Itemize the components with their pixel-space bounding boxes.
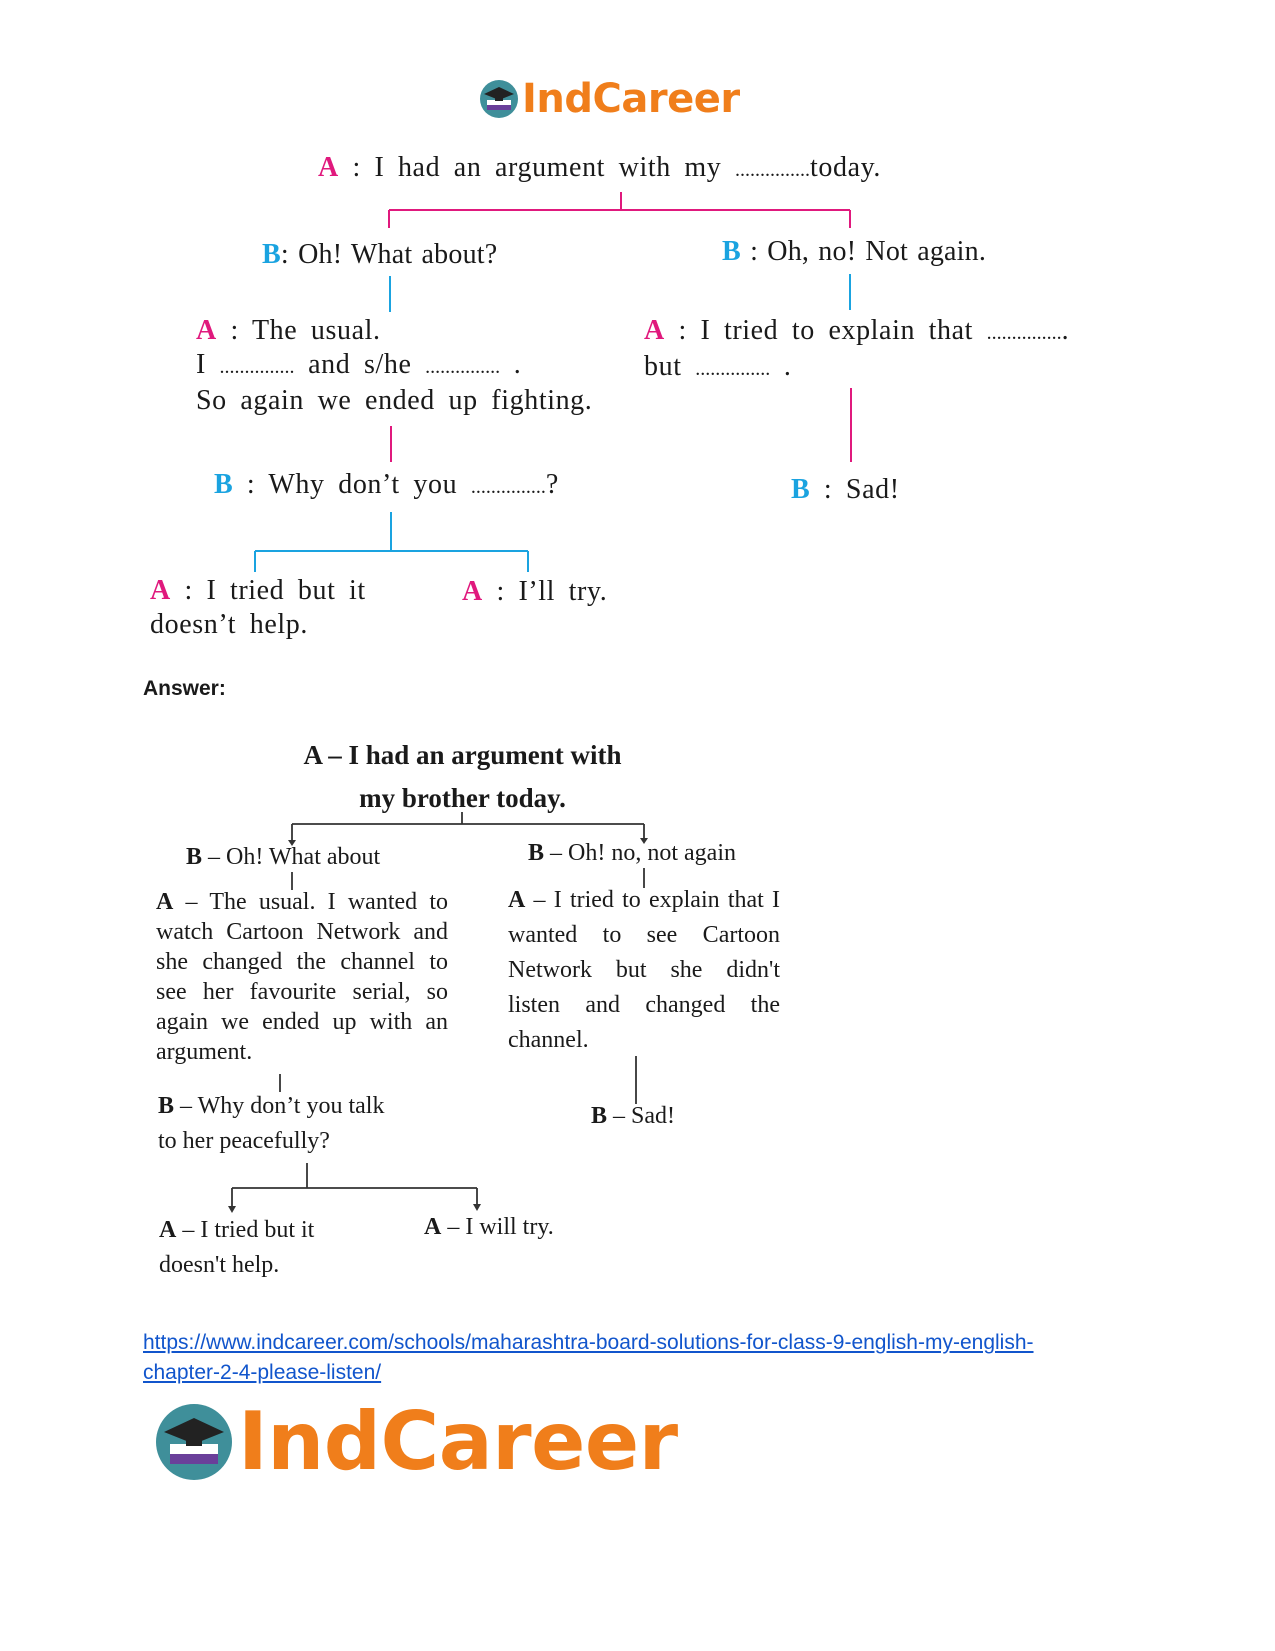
speaker-b-label: B xyxy=(214,469,234,500)
a-why-node xyxy=(158,1089,384,1159)
a-left-b-node xyxy=(186,842,380,873)
a-why-right-arrow xyxy=(473,1204,481,1211)
dash: – xyxy=(185,889,198,915)
q-why-end: ? xyxy=(545,469,559,500)
dash: – xyxy=(533,887,546,913)
a-leaf-left-line2: doesn't help. xyxy=(159,1252,280,1278)
a-why-line2: to her peacefully? xyxy=(158,1128,330,1154)
q-leaf-left-line1 xyxy=(150,574,366,608)
q-left-a-node xyxy=(196,314,592,418)
speaker-b-label: B xyxy=(791,474,811,505)
q-right-a-end1: . xyxy=(1061,315,1070,346)
blank: ............... xyxy=(470,476,546,498)
speaker-label: A xyxy=(424,1214,442,1240)
q-sad-node xyxy=(791,472,900,508)
a-sad-text: Sad! xyxy=(631,1103,676,1129)
q-why-text: Why don’t you xyxy=(268,469,458,500)
q-right-a-end2: . xyxy=(783,351,792,382)
q-leaf-right-node xyxy=(462,574,607,610)
a-left-b-text: Oh! What about xyxy=(226,844,381,870)
separator: : xyxy=(496,576,505,607)
a-right-b-node xyxy=(528,838,736,869)
a-leaf-right-text: I will try. xyxy=(465,1214,554,1240)
speaker-label: A xyxy=(508,887,526,913)
q-root-node xyxy=(318,150,881,188)
separator: : xyxy=(823,474,833,505)
answer-label: Answer: xyxy=(143,677,226,700)
a-why-left-arrow xyxy=(228,1206,236,1213)
a-sad-node xyxy=(591,1101,675,1132)
source-link-line1[interactable]: https://www.indcareer.com/schools/maharashtra-board-solutions-for-class-9-english-my-english- xyxy=(143,1331,1034,1354)
separator: : xyxy=(678,315,687,346)
q-left-a-mid: and s/he xyxy=(308,349,412,380)
a-root-line2: my brother today. xyxy=(359,783,566,813)
q-root-end: today. xyxy=(810,152,882,183)
a-left-a-text: The usual. I wanted to watch Cartoon Network and she changed the channel to see her favourite serial, so again we ended up with an argument. xyxy=(156,889,449,1065)
source-link-line2[interactable]: chapter-2-4-please-listen/ xyxy=(143,1361,382,1384)
separator: : xyxy=(246,469,256,500)
speaker-b-label: B xyxy=(722,236,741,267)
q-leaf-left-node xyxy=(150,574,366,642)
brand-name: IndCareer xyxy=(522,76,740,122)
a-left-a-node xyxy=(156,887,448,1067)
dash: – xyxy=(447,1214,460,1240)
dash: – xyxy=(182,1217,195,1243)
speaker-a-label: A xyxy=(196,315,217,346)
q-left-a-end: . xyxy=(513,349,522,380)
q-left-a-i: I xyxy=(196,349,206,380)
speaker-label: B xyxy=(528,840,545,866)
speaker-a-label: A xyxy=(150,575,171,606)
speaker-label: A xyxy=(159,1217,177,1243)
speaker-a-label: A xyxy=(462,576,483,607)
a-right-b-text: Oh! no, not again xyxy=(568,840,736,866)
a-root-node xyxy=(280,734,645,820)
q-leaf-left-line2: doesn’t help. xyxy=(150,609,308,640)
q-right-a-line2 xyxy=(644,350,1069,386)
a-leaf-left-node xyxy=(159,1213,314,1283)
q-root-text: I had an argument with my xyxy=(374,152,722,183)
speaker-label: B xyxy=(591,1103,608,1129)
footer-logo xyxy=(152,1395,678,1488)
speaker-a-label: A xyxy=(644,315,665,346)
separator: : xyxy=(280,239,289,270)
a-why-text1: Why don’t you talk xyxy=(197,1093,385,1119)
source-link[interactable] xyxy=(143,1328,1034,1388)
speaker-b-label: B xyxy=(262,239,281,270)
speaker-label: B xyxy=(186,844,203,870)
a-right-a-text: I tried to explain that I wanted to see Cartoon Network but she didn't listen and changed the channel. xyxy=(508,887,781,1053)
q-right-b-text: Oh, no! Not again. xyxy=(767,236,987,267)
q-left-a-line2 xyxy=(196,348,592,384)
separator: : xyxy=(750,236,759,267)
a-root-line1: A – I had an argument with xyxy=(303,740,622,770)
blank: ............... xyxy=(425,356,501,378)
q-left-b-text: Oh! What about? xyxy=(298,239,498,270)
q-why-node xyxy=(214,467,559,505)
q-left-a-line3: So again we ended up fighting. xyxy=(196,385,593,416)
a-right-a-node xyxy=(508,883,780,1058)
q-left-a-text1: The usual. xyxy=(251,315,381,346)
a-leaf-right-node xyxy=(424,1212,554,1243)
blank: ............... xyxy=(986,322,1062,344)
q-right-a-node xyxy=(644,314,1069,386)
separator: : xyxy=(352,152,361,183)
q-leaf-left-text1: I tried but it xyxy=(206,575,366,606)
separator: : xyxy=(184,575,193,606)
brand-name: IndCareer xyxy=(238,1395,678,1488)
q-right-a-text1: I tried to explain that xyxy=(700,315,974,346)
q-left-a-line1 xyxy=(196,314,592,348)
q-left-b-node xyxy=(262,237,497,273)
dash: – xyxy=(208,844,221,870)
blank: ............... xyxy=(695,358,771,380)
dash: – xyxy=(180,1093,193,1119)
a-leaf-left-line1 xyxy=(159,1213,314,1248)
separator: : xyxy=(230,315,239,346)
speaker-label: A xyxy=(156,889,174,915)
q-right-a-text2: but xyxy=(644,351,682,382)
a-why-line1 xyxy=(158,1089,384,1124)
dash: – xyxy=(613,1103,626,1129)
speaker-label: B xyxy=(158,1093,175,1119)
blank: ............... xyxy=(219,356,295,378)
q-right-b-node xyxy=(722,234,986,270)
dash: – xyxy=(550,840,563,866)
a-leaf-left-text1: I tried but it xyxy=(200,1217,315,1243)
q-right-a-line1 xyxy=(644,314,1069,350)
blank: ............... xyxy=(735,159,811,181)
q-leaf-right-text: I’ll try. xyxy=(518,576,608,607)
q-sad-text: Sad! xyxy=(845,474,900,505)
graduation-cap-books-icon xyxy=(152,1400,236,1484)
speaker-a-label: A xyxy=(318,152,339,183)
